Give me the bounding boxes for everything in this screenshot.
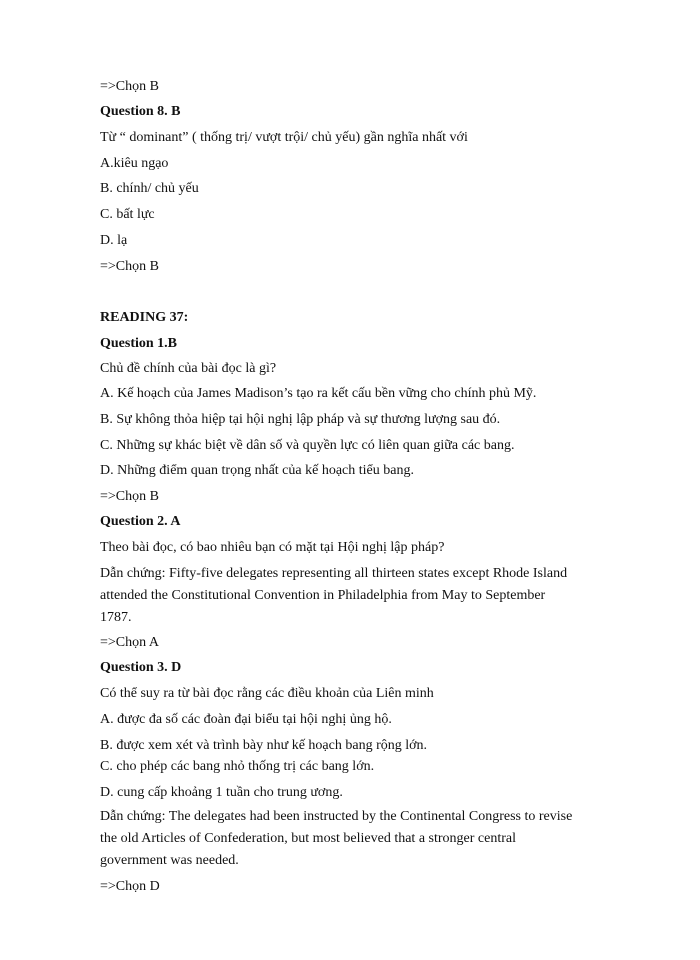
option-c: C. cho phép các bang nhỏ thống trị các bang lớn. xyxy=(100,759,375,774)
option-d: D. Những điểm quan trọng nhất của kế hoạch tiểu bang. xyxy=(100,463,414,478)
question-text: Chủ đề chính của bài đọc là gì? xyxy=(100,361,277,376)
option-d: D. cung cấp khoảng 1 tuần cho trung ương. xyxy=(100,785,343,800)
option-a: A. Kế hoạch của James Madison’s tạo ra kết cấu bền vững cho chính phủ Mỹ. xyxy=(100,386,537,401)
question-text: Từ “ dominant” ( thống trị/ vượt trội/ chủ yếu) gần nghĩa nhất với xyxy=(100,130,468,145)
evidence-text: Dẫn chứng: The delegates had been instructed by the Continental Congress to revise xyxy=(100,809,573,824)
evidence-text: attended the Constitutional Convention in Philadelphia from May to September xyxy=(100,588,546,603)
option-a: A. được đa số các đoàn đại biểu tại hội nghị ủng hộ. xyxy=(100,712,392,727)
answer-line: =>Chọn B xyxy=(100,489,159,504)
answer-line: =>Chọn D xyxy=(100,879,160,894)
evidence-text: the old Articles of Confederation, but most believed that a stronger central xyxy=(100,831,516,846)
option-b: B. chính/ chủ yếu xyxy=(100,181,199,196)
question-text: Có thể suy ra từ bài đọc rằng các điều khoản của Liên minh xyxy=(100,686,434,701)
answer-line: =>Chọn B xyxy=(100,259,159,274)
question-heading: Question 8. B xyxy=(100,104,181,119)
question-text: Theo bài đọc, có bao nhiêu bạn có mặt tại Hội nghị lập pháp? xyxy=(100,540,445,555)
answer-line: =>Chọn A xyxy=(100,635,159,650)
question-heading: Question 1.B xyxy=(100,336,178,351)
section-heading: READING 37: xyxy=(100,310,189,325)
evidence-text: 1787. xyxy=(100,610,132,625)
evidence-text: Dẫn chứng: Fifty-five delegates representing all thirteen states except Rhode Island xyxy=(100,566,568,581)
option-b: B. được xem xét và trình bày như kế hoạch bang rộng lớn. xyxy=(100,738,428,753)
option-a: A.kiêu ngạo xyxy=(100,156,169,171)
option-b: B. Sự không thỏa hiệp tại hội nghị lập pháp và sự thương lượng sau đó. xyxy=(100,412,501,427)
option-c: C. bất lực xyxy=(100,207,155,222)
option-d: D. lạ xyxy=(100,233,128,248)
question-heading: Question 3. D xyxy=(100,660,182,675)
question-heading: Question 2. A xyxy=(100,514,181,529)
evidence-text: government was needed. xyxy=(100,853,239,868)
option-c: C. Những sự khác biệt về dân số và quyền lực có liên quan giữa các bang. xyxy=(100,438,515,453)
answer-line: =>Chọn B xyxy=(100,79,159,94)
